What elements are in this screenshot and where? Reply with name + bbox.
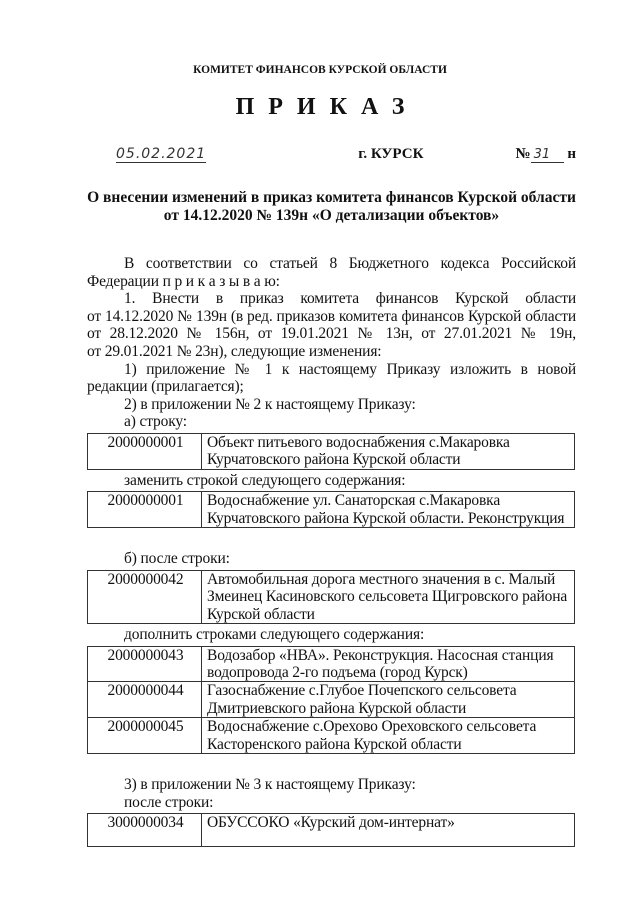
order-body bbox=[87, 255, 576, 847]
table-added-rows bbox=[87, 646, 575, 754]
document-type-title: ПРИКАЗ bbox=[235, 94, 419, 120]
table-new-row bbox=[87, 491, 575, 528]
object-code: 3000000034 bbox=[88, 814, 202, 847]
table-row bbox=[88, 433, 575, 469]
paragraph-line: редакции (прилагается); bbox=[87, 378, 244, 396]
table-row bbox=[88, 814, 575, 847]
paragraph-line: 1. Внести в приказ комитета финансов Курской области bbox=[124, 290, 576, 308]
object-name: Автомобильная дорога местного значения в с. Малый Змеинец Касиновского сельсовета Щигровского района Курской области bbox=[202, 570, 575, 623]
paragraph-line: 3) в приложении № 3 к настоящему Приказу: bbox=[124, 776, 416, 793]
order-subject bbox=[87, 189, 576, 225]
organization-name: КОМИТЕТ ФИНАНСОВ КУРСКОЙ ОБЛАСТИ bbox=[193, 64, 447, 76]
paragraph-line: Федерации п р и к а з ы в а ю: bbox=[87, 272, 280, 290]
subject-line: О внесении изменений в приказ комитета финансов Курской области bbox=[87, 189, 576, 206]
paragraph-line: от 29.01.2021 № 23н), следующие изменения: bbox=[87, 342, 382, 360]
paragraph-line: после строки: bbox=[124, 793, 214, 811]
spacer bbox=[87, 530, 576, 550]
object-code: 2000000045 bbox=[88, 718, 202, 754]
table-row bbox=[88, 646, 575, 682]
number-prefix: № bbox=[515, 146, 531, 162]
paragraph-line: а) строку: bbox=[124, 413, 187, 431]
order-number bbox=[516, 146, 576, 163]
city: г. КУРСК bbox=[358, 146, 424, 162]
table-row bbox=[88, 492, 575, 528]
object-name: Газоснабжение с.Глубое Почепского сельсовета Дмитриевского района Курской области bbox=[202, 682, 575, 718]
handwritten-date: 05.02.2021 bbox=[116, 146, 207, 162]
object-code: 2000000043 bbox=[88, 646, 202, 682]
handwritten-number: 31 bbox=[531, 147, 564, 163]
paragraph-line: 1) приложение № 1 к настоящему Приказу изложить в новой bbox=[124, 360, 576, 378]
spacer bbox=[87, 756, 576, 776]
table-after-row bbox=[87, 570, 575, 624]
table-appendix3-row bbox=[87, 813, 575, 847]
paragraph-line: от 28.12.2020 № 156н, от 19.01.2021 № 13н, от 27.01.2021 № 19н, bbox=[87, 325, 576, 343]
object-name: Водоснабжение с.Орехово Ореховского сельсовета Касторенского района Курской области bbox=[202, 718, 575, 754]
object-name: Объект питьевого водоснабжения с.Макаровка Курчатовского района Курской области bbox=[202, 433, 575, 469]
object-name: Водоснабжение ул. Санаторская с.Макаровка Курчатовского района Курской области. Реконструкция bbox=[202, 492, 575, 528]
paragraph-line: б) после строки: bbox=[124, 550, 230, 568]
object-code: 2000000042 bbox=[88, 570, 202, 623]
subject-line: от 14.12.2020 № 139н «О детализации объектов» bbox=[163, 207, 500, 224]
object-code: 2000000044 bbox=[88, 682, 202, 718]
object-code: 2000000001 bbox=[88, 433, 202, 469]
object-code: 2000000001 bbox=[88, 492, 202, 528]
date-city-number-row bbox=[87, 141, 576, 163]
table-row bbox=[88, 682, 575, 718]
object-name: Водозабор «НВА». Реконструкция. Насосная станция водопровода 2-го подъема (город Курск) bbox=[202, 646, 575, 682]
number-suffix: н bbox=[567, 146, 576, 162]
paragraph-line: от 14.12.2020 № 139н (в ред. приказов комитета финансов Курской области bbox=[87, 307, 576, 325]
paragraph-line: 2) в приложении № 2 к настоящему Приказу: bbox=[124, 395, 416, 413]
paragraph-line: В соответствии со статьей 8 Бюджетного кодекса Российской bbox=[124, 255, 576, 272]
paragraph-line: дополнить строками следующего содержания: bbox=[124, 625, 425, 643]
paragraph-line: заменить строкой следующего содержания: bbox=[124, 471, 406, 489]
table-row bbox=[88, 570, 575, 623]
table-old-row bbox=[87, 433, 575, 470]
table-row bbox=[88, 718, 575, 754]
object-name: ОБУССОКО «Курский дом-интернат» bbox=[202, 814, 575, 847]
